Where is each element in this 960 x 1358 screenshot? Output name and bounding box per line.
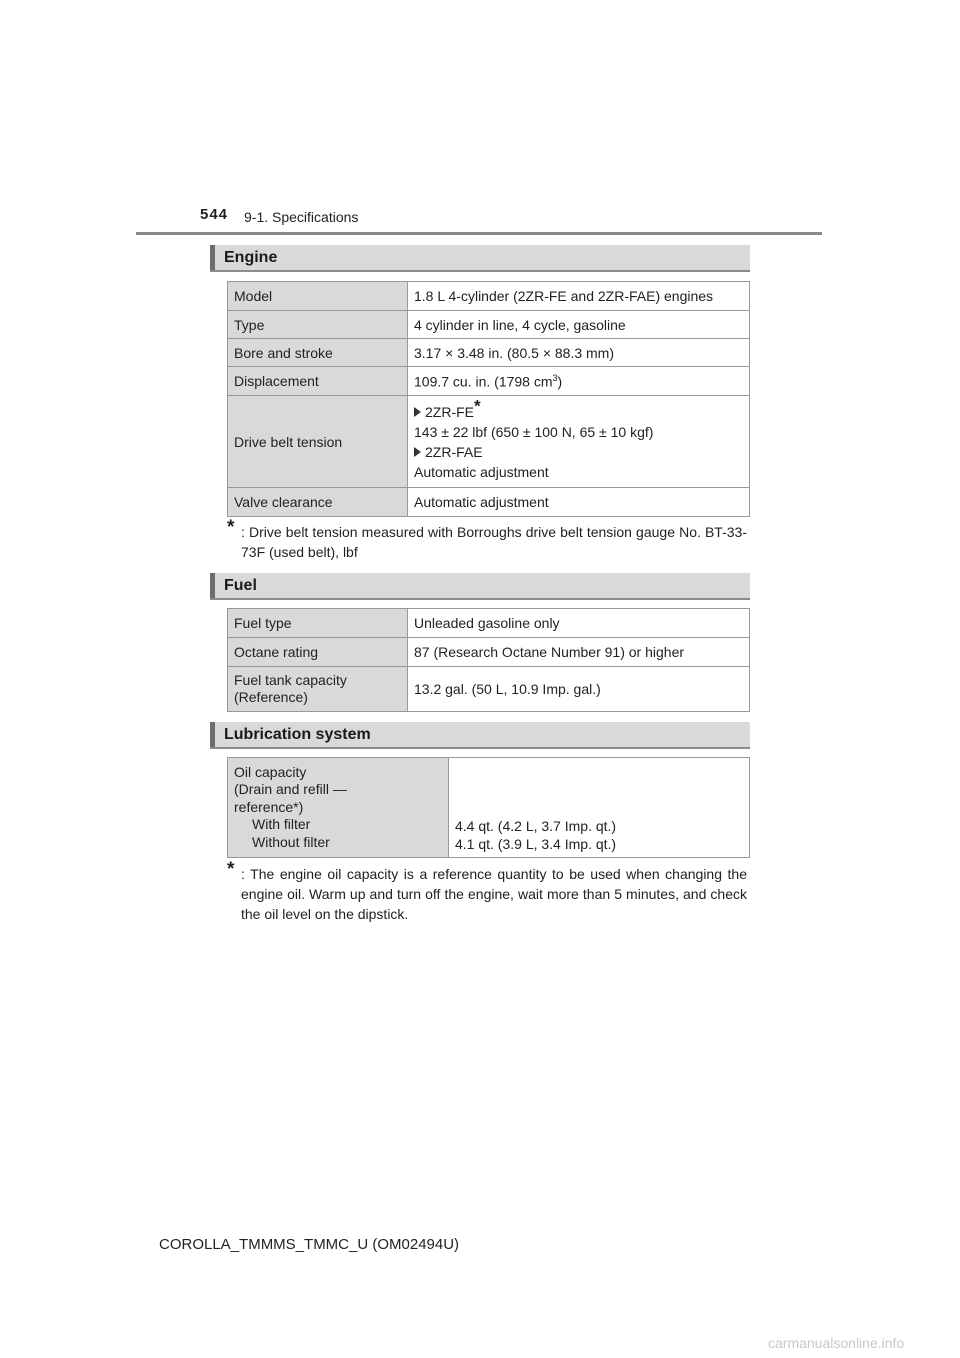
row-label — [228, 758, 449, 858]
engine-heading-text: Engine — [224, 249, 278, 266]
heading-accent-bar — [210, 245, 215, 270]
lubrication-heading-text: Lubrication system — [224, 726, 371, 743]
label-line: Without filter — [252, 833, 330, 850]
row-value: Automatic adjustment — [408, 488, 750, 517]
table-row — [228, 396, 750, 488]
page-number: 544 — [200, 206, 229, 223]
footnote-mark: * — [474, 395, 481, 415]
fuel-heading — [210, 573, 750, 600]
variant-line — [414, 442, 743, 462]
engine-table — [227, 281, 750, 517]
table-row — [228, 488, 750, 517]
table-row — [228, 667, 750, 712]
footnote-mark: * — [227, 517, 235, 538]
row-value: 3.17 × 3.48 in. (80.5 × 88.3 mm) — [408, 339, 750, 367]
row-label: Type — [228, 311, 408, 339]
label-line: With filter — [252, 816, 311, 833]
displacement-value: 109.7 cu. in. (1798 cm — [414, 373, 553, 390]
table-row — [228, 758, 750, 858]
row-label: Bore and stroke — [228, 339, 408, 367]
table-row — [228, 311, 750, 339]
row-label: Fuel type — [228, 609, 408, 638]
label-line: reference*) — [234, 798, 304, 815]
row-label: Octane rating — [228, 638, 408, 667]
header-rule — [136, 232, 822, 235]
row-value: Unleaded gasoline only — [408, 609, 750, 638]
row-value: 87 (Research Octane Number 91) or higher — [408, 638, 750, 667]
table-row — [228, 609, 750, 638]
footnote-mark: * — [227, 859, 235, 880]
footnote-text: : The engine oil capacity is a reference quantity to be used when changing the engine oil. Warm up and turn off the engine, wait more than 5 minutes, and check the oil level on the dipstick. — [241, 866, 747, 922]
heading-accent-bar — [210, 573, 215, 598]
row-label — [228, 667, 408, 712]
row-value: 13.2 gal. (50 L, 10.9 Imp. gal.) — [408, 667, 750, 712]
table-row — [228, 282, 750, 311]
adjustment-value: Automatic adjustment — [414, 463, 549, 480]
displacement-suffix: ) — [557, 373, 563, 390]
table-row — [228, 638, 750, 667]
tension-value: 143 ± 22 lbf (650 ± 100 N, 65 ± 10 kgf) — [414, 423, 654, 440]
triangle-right-icon — [414, 447, 421, 457]
footnote-text: : Drive belt tension measured with Borroughs drive belt tension gauge No. BT-33-73F (used belt), lbf — [241, 524, 747, 560]
label-line: Oil capacity — [234, 763, 307, 780]
capacity-without-filter: 4.1 qt. (3.9 L, 3.4 Imp. qt.) — [455, 835, 617, 852]
row-value — [408, 396, 750, 488]
row-value: 4 cylinder in line, 4 cycle, gasoline — [408, 311, 750, 339]
row-value: 1.8 L 4-cylinder (2ZR-FE and 2ZR-FAE) engines — [408, 282, 750, 311]
label-line: (Reference) — [234, 689, 308, 705]
superscript: 3 — [552, 372, 558, 383]
lubrication-table — [227, 757, 750, 858]
capacity-with-filter: 4.4 qt. (4.2 L, 3.7 Imp. qt.) — [455, 818, 617, 834]
lubrication-footnote — [227, 859, 747, 924]
section-title: 9-1. Specifications — [244, 209, 359, 225]
document-code: COROLLA_TMMMS_TMMC_U (OM02494U) — [159, 1236, 460, 1253]
variant-line — [414, 395, 743, 422]
label-line: (Drain and refill — — [234, 781, 347, 798]
row-label: Model — [228, 282, 408, 311]
lubrication-heading — [210, 722, 750, 749]
fuel-table — [227, 608, 750, 712]
table-row — [228, 339, 750, 367]
row-label: Displacement — [228, 367, 408, 396]
triangle-right-icon — [414, 407, 421, 417]
table-row — [228, 367, 750, 396]
row-label: Valve clearance — [228, 488, 408, 517]
watermark: carmanualsonline.info — [768, 1335, 905, 1351]
variant-name: 2ZR-FAE — [425, 443, 483, 460]
engine-footnote — [227, 517, 747, 562]
variant-name: 2ZR-FE — [425, 403, 474, 420]
fuel-heading-text: Fuel — [224, 577, 257, 594]
engine-heading — [210, 245, 750, 272]
heading-accent-bar — [210, 722, 215, 747]
row-value — [449, 758, 750, 858]
label-line: Fuel tank capacity — [234, 672, 347, 688]
row-label: Drive belt tension — [228, 396, 408, 488]
row-value — [408, 367, 750, 396]
